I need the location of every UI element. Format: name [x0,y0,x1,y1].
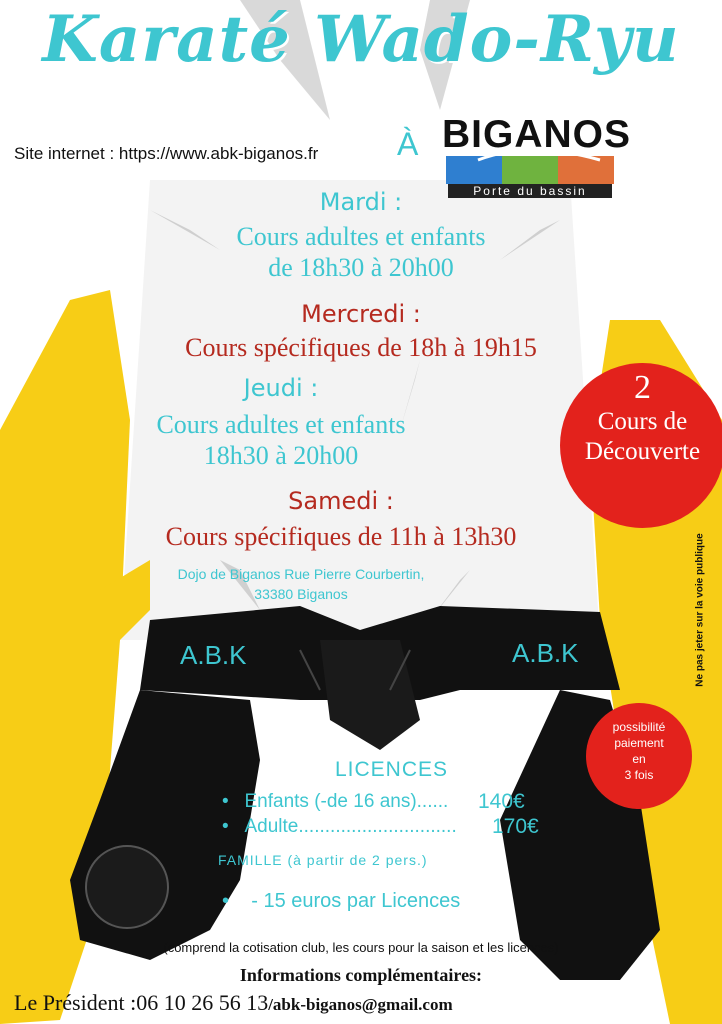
licences-title: LICENCES [335,758,449,781]
licence-price: 140€ [478,790,525,813]
licence-row-adulte [222,815,539,838]
payment-line-3: en [632,752,646,766]
biganos-logo-text: BIGANOS [442,113,632,156]
payment-line-1: possibilité [612,720,666,734]
discovery-line-1: Cours de [597,408,688,435]
payment-line-2: paiement [614,736,664,750]
discovery-badge [560,363,722,528]
jeudi-line-1: Cours adultes et enfants [156,410,406,439]
footnote: (comprend la cotisation club, les cours pour la saison et les licences) [163,940,559,955]
day-jeudi: Jeudi : [243,374,319,402]
samedi-line-1: Cours spécifiques de 11h à 13h30 [165,522,517,551]
side-note-text: Ne pas jeter sur la voie publique [694,533,706,687]
mardi-line-1: Cours adultes et enfants [236,222,486,251]
discovery-line-2: Découverte [584,438,701,465]
licence-label: Adulte.............................. [244,816,457,837]
address-line-1: Dojo de Biganos Rue Pierre Courbertin, [177,566,425,582]
president-label: Le Président : [14,990,137,1015]
licence-row-enfants [222,790,525,813]
belt-label-left: A.B.K [180,640,247,670]
email-address[interactable]: /abk-biganos@gmail.com [268,995,453,1014]
bullet-icon: • [222,890,252,912]
licence-price: 170€ [492,815,539,838]
jeudi-line-2: 18h30 à 20h00 [203,441,359,470]
remise-row [222,890,460,913]
club-emblem-icon [85,845,169,929]
discovery-number: 2 [634,369,651,406]
infos-heading: Informations complémentaires: [239,965,483,985]
phone-number[interactable]: 06 10 26 56 13 [136,990,269,1015]
day-samedi: Samedi : [288,487,394,515]
bullet-icon: • [222,816,245,837]
belt-label-right: A.B.K [512,638,579,668]
page-title: Karaté Wado-Ryu [42,2,680,77]
remise-text: - 15 euros par Licences [251,890,461,912]
mercredi-line-1: Cours spécifiques de 18h à 19h15 [185,333,537,362]
famille-text: FAMILLE (à partir de 2 pers.) [218,852,428,868]
bullet-icon: • [222,791,245,812]
payment-badge [586,703,692,809]
mardi-line-2: de 18h30 à 20h00 [268,253,454,282]
side-note [690,530,710,690]
day-mercredi: Mercredi : [301,300,421,328]
website-text[interactable]: Site internet : https://www.abk-biganos.fr [14,144,319,163]
contact-line [14,990,453,1016]
logo-tagline: Porte du bassin [448,184,612,198]
address-line-2: 33380 Biganos [254,586,348,602]
payment-line-4: 3 fois [624,768,654,782]
day-mardi: Mardi : [319,188,403,216]
licence-label: Enfants (-de 16 ans)...... [244,791,449,812]
logo-prefix: À [397,126,419,162]
